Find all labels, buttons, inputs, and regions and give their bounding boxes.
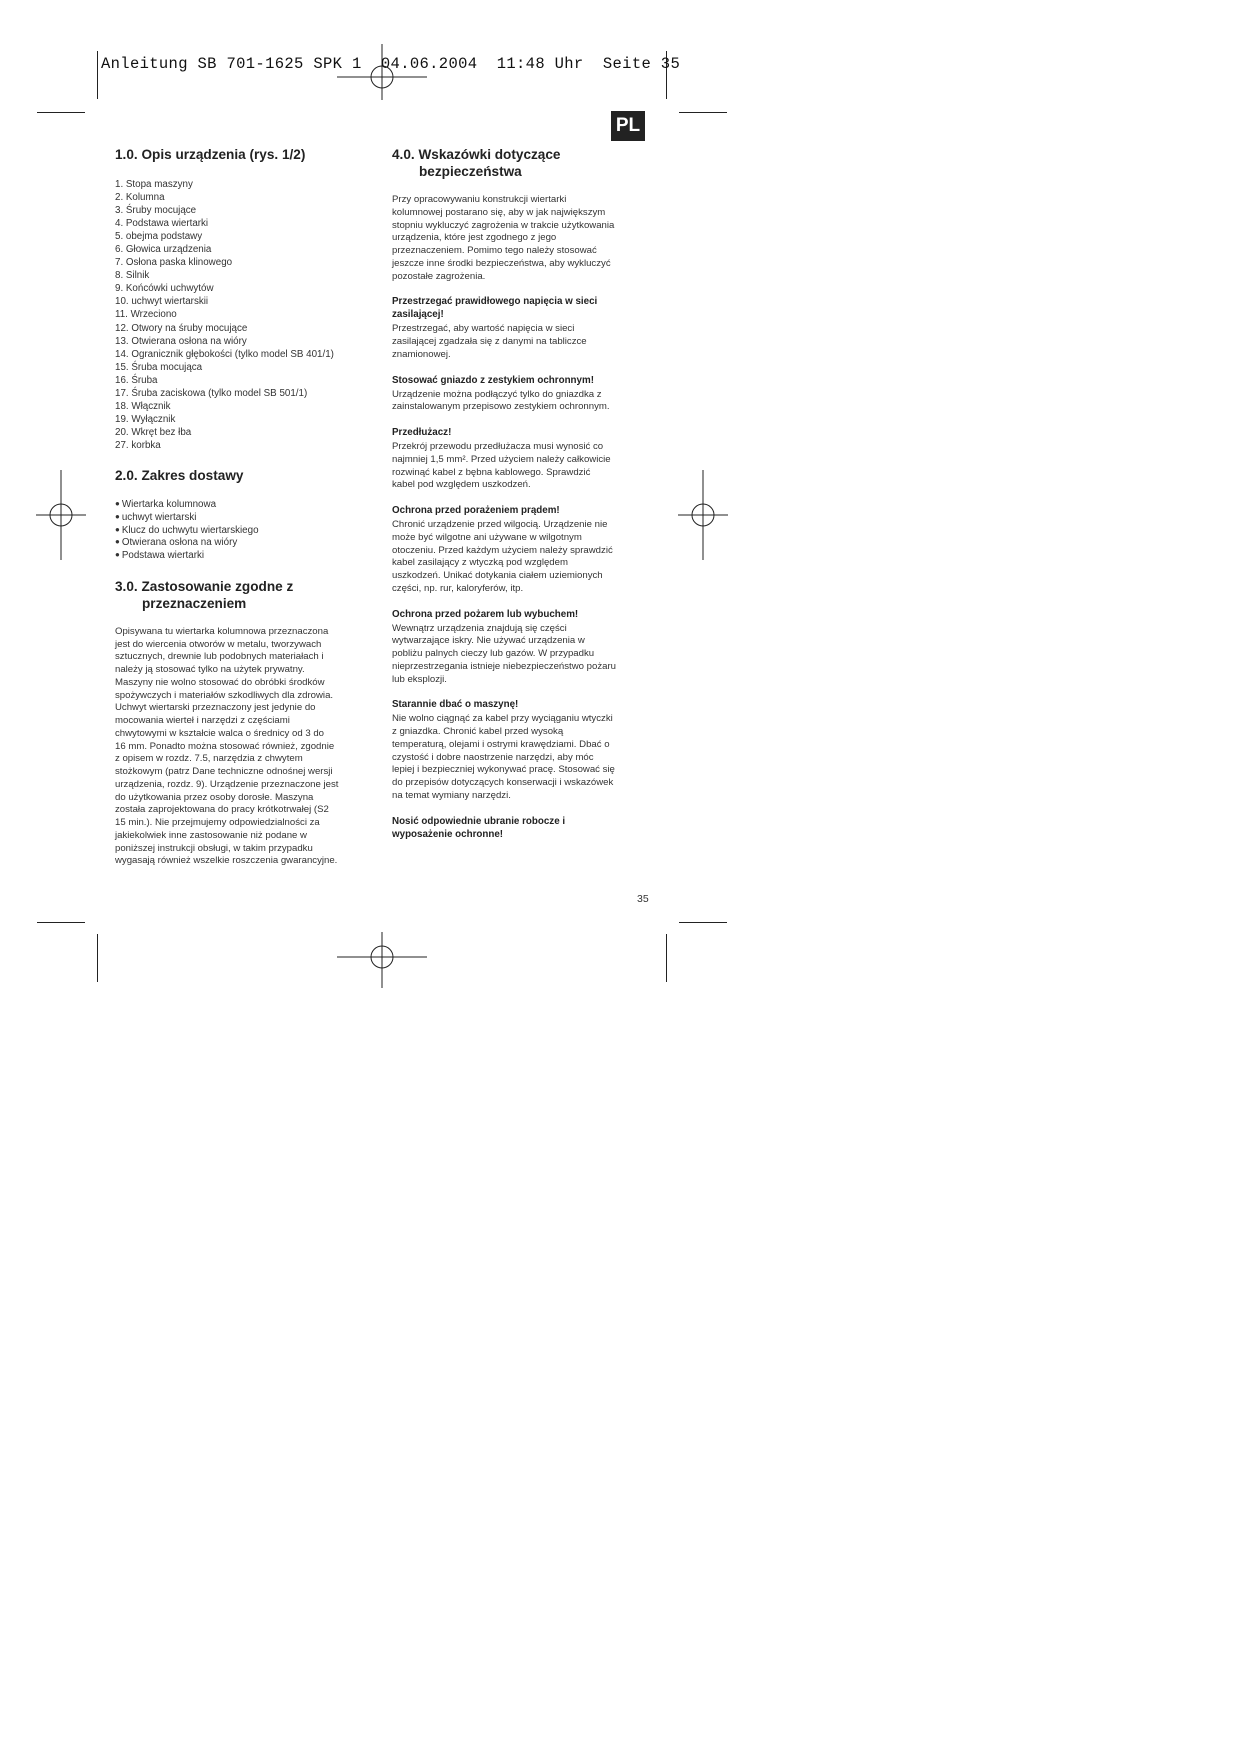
text-line: Chronić urządzenie przed wilgocią. Urządzenie nie (392, 519, 608, 530)
text-line: Przestrzegać, aby wartość napięcia w sieci (392, 323, 575, 335)
text-line: do przepisów dotyczących konserwacji i wskazówek (392, 777, 614, 788)
subsection-protective-clothing (392, 815, 657, 841)
text-line: kolumnowej postarano się, aby w jak największym (392, 206, 606, 218)
subsection-heading: Ochrona przed porażeniem prądem! (392, 505, 560, 516)
list-item: 7. Osłona paska klinowego (115, 257, 233, 269)
crop-mark-bottom-right-horizontal (679, 922, 727, 923)
text-line: zasilającej zgadzała się z danymi na tabliczce (392, 336, 587, 347)
crop-mark-bottom-left-vertical (97, 934, 98, 982)
list-item: ● Wiertarka kolumnowa (115, 499, 375, 512)
text-line: spożywczych i materiałów szkodliwych dla zdrowia. (115, 689, 334, 701)
list-item: ● Otwierana osłona na wióry (115, 537, 375, 550)
print-header: Anleitung SB 701-1625 SPK 1 04.06.2004 11:48 Uhr Seite 35 (101, 55, 681, 73)
subsection-body (392, 623, 657, 687)
registration-mark-right (678, 470, 728, 560)
list-item: 27. korbka (115, 439, 161, 451)
text-line: urządzenia, rozdz. 9). Urządzenie przeznaczone jest (115, 778, 339, 790)
text-line: należy ją stosować tylko na użytek prywatny. (115, 664, 305, 676)
text-line: urządzenia, które jest zgodnego z jego (392, 232, 557, 244)
text-line: lepiej i bezpieczniej wykonywać pracę. Stosować się (392, 764, 615, 776)
subsection-electric-shock (392, 504, 657, 596)
crop-mark-bottom-left-horizontal (37, 922, 85, 923)
text-line: z opisem w rozdz. 7.5, narzędzia z chwytem (115, 753, 303, 765)
text-line: Nie wolno ciągnąć za kabel przy wyciąganiu wtyczki (392, 713, 613, 725)
subsection-body (392, 713, 657, 802)
text-line: kabel pod względem uszkodzeń. (392, 479, 531, 491)
subsection-fire (392, 608, 657, 687)
list-item: 2. Kolumna (115, 192, 165, 204)
text-line: lub eksplozji. (392, 673, 447, 685)
subsection-body (392, 389, 657, 415)
subsection-voltage (392, 295, 657, 361)
subsection-body (392, 441, 657, 492)
text-line: Przekrój przewodu przedłużacza musi wynosić co (392, 441, 604, 452)
section-3-title (115, 578, 375, 612)
parts-list (115, 178, 375, 452)
text-line: chwytowymi w kształcie walca o średnicy od 3 do (115, 727, 325, 739)
subsection-socket (392, 374, 657, 415)
list-item: 1. Stopa maszyny (115, 179, 193, 190)
text-line: jest do wiercenia otworów w metalu, tworzywach (115, 638, 322, 650)
list-item: 8. Silnik (115, 270, 150, 282)
subsection-heading: Ochrona przed pożarem lub wybuchem! (392, 608, 579, 620)
section-1-title: 1.0. Opis urządzenia (rys. 1/2) (115, 147, 306, 162)
section-3-title-line-1: 3.0. Zastosowanie zgodne z (115, 578, 294, 594)
text-line: może być wilgotne ani używane w wilgotnym (392, 531, 582, 543)
text-line: Urządzenie można podłączyć tylko do gniazdka z (392, 388, 602, 400)
text-line: mocowania wierteł i narzędzi z częściami (115, 715, 290, 727)
text-line: 15 min.). Nie przejmujemy odpowiedzialności za (115, 817, 320, 829)
crop-mark-top-left-vertical (97, 51, 98, 99)
language-badge: PL (611, 111, 645, 141)
text-line: części, np. rur, kaloryferów, itp. (392, 582, 524, 594)
subsection-heading: wyposażenie ochronne! (392, 828, 504, 840)
text-line: kabel zasilający z wtyczką pod względem (392, 557, 568, 569)
text-line: przeznaczeniem. Pomimo tego należy stosować (392, 245, 597, 256)
subsection-heading: Przestrzegać prawidłowego napięcia w sieci (392, 296, 598, 308)
text-line: Opisywana tu wiertarka kolumnowa przeznaczona (115, 625, 329, 637)
text-line: do użytkowania przez osoby dorosłe. Maszyna (115, 791, 314, 803)
list-item: 11. Wrzeciono (115, 309, 177, 321)
text-line: znamionowej. (392, 348, 451, 360)
section-4-title-line-2: bezpieczeństwa (419, 164, 522, 179)
text-line: sztucznych, drewnie lub podobnych materiałach i (115, 651, 324, 663)
crop-mark-top-right-horizontal (679, 112, 727, 113)
list-item: 15. Śruba mocująca (115, 361, 203, 373)
text-line: 16 mm. Ponadto można stosować również, zgodnie (115, 740, 335, 752)
text-line: Uchwyt wiertarski przeznaczony jest jedynie do (115, 702, 316, 714)
text-line: wytwarzające iskry. Nie używać urządzenia w (392, 635, 585, 647)
text-line: otoczeniu. Przed każdym użyciem należy sprawdzić (392, 544, 613, 556)
section-3-body (115, 626, 375, 868)
subsection-heading: Nosić odpowiednie ubranie robocze i (392, 815, 566, 827)
text-line: stożkowym (patrz Dane techniczne odnośnej wersji (115, 766, 333, 778)
list-item: 9. Końcówki uchwytów (115, 283, 214, 295)
list-item: 17. Śruba zaciskowa (tylko model SB 501/1) (115, 387, 308, 399)
text-line: jeszcze inne środki bezpieczeństwa, aby wykluczyć (392, 257, 611, 269)
crop-mark-top-left-horizontal (37, 112, 85, 113)
subsection-body (392, 519, 657, 596)
list-item: 19. Wyłącznik (115, 413, 176, 425)
subsection-heading: Przedłużacz! (392, 427, 452, 438)
text-line: z gniazdka. Chronić kabel przed wysoką (392, 726, 564, 737)
list-item: 18. Włącznik (115, 400, 171, 412)
section-2-title: 2.0. Zakres dostawy (115, 467, 244, 483)
registration-mark-left (36, 470, 86, 560)
text-line: najmniej 1,5 mm². Przed użyciem należy całkowicie (392, 453, 611, 465)
subsection-machine-care (392, 698, 657, 802)
text-line: poniższej instrukcji obsługi, w takim przypadku (115, 842, 313, 854)
text-line: zainstalowanym przepisowo zestykiem ochronnym. (392, 401, 610, 413)
subsection-extension-cord (392, 426, 657, 492)
section-4-title (392, 146, 657, 180)
text-line: Maszyny nie wolno stosować do obróbki środków (115, 676, 325, 688)
registration-mark-bottom (337, 932, 427, 988)
list-item: 4. Podstawa wiertarki (115, 218, 209, 230)
section-3-title-line-2: przeznaczeniem (142, 595, 247, 611)
list-item: 3. Śruby mocujące (115, 205, 197, 217)
list-item: 12. Otwory na śruby mocujące (115, 322, 248, 334)
text-line: została zaprojektowana do pracy krótkotrwałej (S2 (115, 804, 329, 816)
text-line: wygasają również wszelkie roszczenia gwarancyjne. (115, 855, 338, 867)
list-item: 16. Śruba (115, 374, 158, 386)
text-line: Wewnątrz urządzenia znajdują się części (392, 622, 567, 634)
text-line: pobliżu palnych cieczy lub gazów. W przypadku (392, 648, 595, 659)
text-line: czystość i dobre naostrzenie narzędzi, aby móc (392, 751, 594, 763)
subsection-body (392, 323, 657, 361)
text-line: pozostałe zagrożenia. (392, 270, 486, 282)
list-item: ● Klucz do uchwytu wiertarskiego (115, 525, 375, 538)
text-line: Przy opracowywaniu konstrukcji wiertarki (392, 194, 567, 205)
subsection-heading: Stosować gniazdo z zestykiem ochronnym! (392, 374, 594, 386)
section-4-intro (392, 194, 657, 283)
page-number: 35 (637, 893, 649, 905)
list-item: ● uchwyt wiertarski (115, 512, 375, 525)
list-item: 14. Ogranicznik głębokości (tylko model SB 401/1) (115, 348, 334, 360)
list-item: ● Podstawa wiertarki (115, 550, 375, 563)
subsection-heading: Starannie dbać o maszynę! (392, 699, 519, 711)
text-line: nieprzestrzegania istnieje niebezpieczeństwo pożaru (392, 660, 616, 672)
text-line: stopniu wykluczyć zagrożenia w trakcie użytkowania (392, 219, 615, 231)
crop-mark-bottom-right-vertical (666, 934, 667, 982)
text-line: uszkodzeń. Unikać dotykania ciałem uziemionych (392, 570, 603, 581)
list-item: 10. uchwyt wiertarskii (115, 296, 209, 308)
list-item: 6. Głowica urządzenia (115, 244, 212, 256)
list-item: 5. obejma podstawy (115, 231, 203, 243)
section-4-title-line-1: 4.0. Wskazówki dotyczące (392, 147, 561, 162)
subsection-heading: zasilającej! (392, 309, 444, 321)
text-line: jakiekolwiek inne zastosowanie niż podane w (115, 829, 307, 841)
list-item: 20. Wkręt bez łba (115, 426, 192, 438)
text-line: rozwinąć kabel z bębna kablowego. Sprawdzić (392, 466, 591, 478)
list-item: 13. Otwierana osłona na wióry (115, 335, 247, 347)
text-line: temperaturą, olejami i ostrymi krawędziami. Dbać o (392, 738, 610, 750)
left-column (115, 146, 375, 868)
right-column (392, 146, 657, 841)
text-line: na temat wymiany narzędzi. (392, 789, 511, 801)
delivery-list (115, 499, 375, 563)
